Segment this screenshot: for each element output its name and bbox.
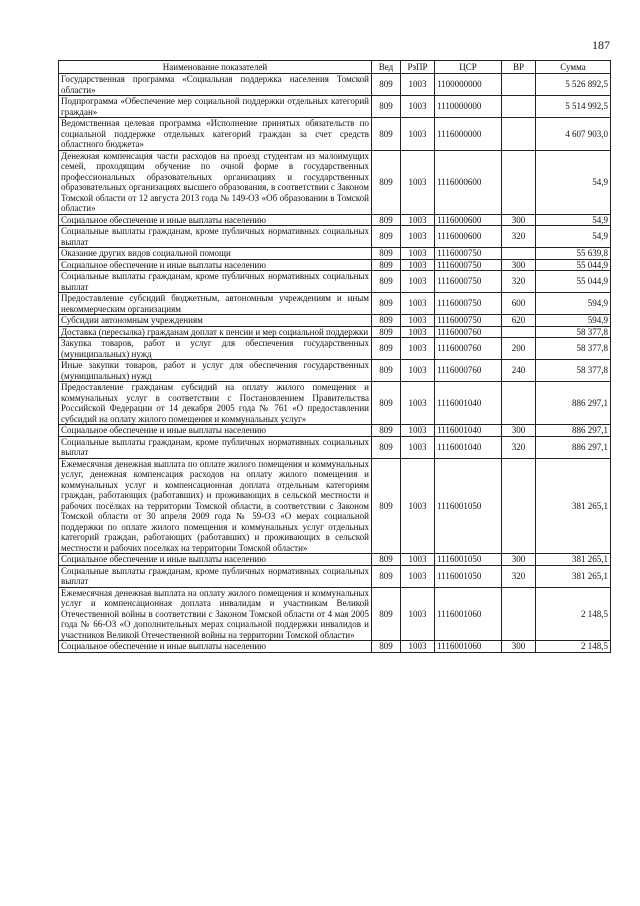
cell-rzpr: 1003 [401,248,435,260]
cell-rzpr: 1003 [401,74,435,96]
cell-sum: 5 514 992,5 [536,96,611,118]
table-body [59,74,611,653]
cell-ved: 809 [372,554,401,566]
cell-name: Социальное обеспечение и иные выплаты населению [59,214,372,226]
cell-ved: 809 [372,587,401,641]
cell-rzpr: 1003 [401,226,435,248]
cell-name: Закупка товаров, работ и услуг для обеспечения государственных (муниципальных) нужд [59,338,372,360]
cell-rzpr: 1003 [401,641,435,653]
cell-csr: 1116001050 [435,458,502,554]
cell-csr: 1116001050 [435,565,502,587]
cell-csr: 1116000760 [435,360,502,382]
cell-sum: 58 377,8 [536,338,611,360]
cell-rzpr: 1003 [401,338,435,360]
cell-csr: 1116001050 [435,554,502,566]
cell-sum: 55 044,9 [536,271,611,293]
cell-sum: 886 297,1 [536,382,611,425]
cell-sum: 54,9 [536,214,611,226]
budget-table [58,60,611,653]
table-row [59,226,611,248]
cell-vr: 300 [502,425,536,437]
cell-ved: 809 [372,565,401,587]
cell-csr: 1100000000 [435,74,502,96]
cell-name: Социальное обеспечение и иные выплаты населению [59,425,372,437]
cell-vr: 300 [502,641,536,653]
cell-sum: 594,9 [536,315,611,327]
cell-name: Социальные выплаты гражданам, кроме публичных нормативных социальных выплат [59,226,372,248]
cell-csr: 1116000750 [435,315,502,327]
cell-rzpr: 1003 [401,458,435,554]
cell-csr: 1116000750 [435,248,502,260]
cell-vr [502,382,536,425]
table-row [59,74,611,96]
cell-ved: 809 [372,338,401,360]
cell-rzpr: 1003 [401,382,435,425]
table-row [59,565,611,587]
table-row [59,96,611,118]
cell-vr [502,248,536,260]
cell-rzpr: 1003 [401,118,435,151]
header-name: Наименование показателей [59,61,372,74]
cell-ved: 809 [372,326,401,338]
cell-ved: 809 [372,271,401,293]
cell-ved: 809 [372,118,401,151]
cell-name: Социальные выплаты гражданам, кроме публичных нормативных социальных выплат [59,565,372,587]
cell-ved: 809 [372,226,401,248]
cell-name: Социальные выплаты гражданам, кроме публичных нормативных социальных выплат [59,436,372,458]
cell-sum: 5 526 892,5 [536,74,611,96]
cell-rzpr: 1003 [401,259,435,271]
cell-ved: 809 [372,259,401,271]
table-row [59,587,611,641]
cell-csr: 1116000600 [435,214,502,226]
cell-sum: 381 265,1 [536,458,611,554]
cell-vr: 600 [502,293,536,315]
cell-csr: 1110000000 [435,96,502,118]
cell-vr: 320 [502,271,536,293]
cell-name: Предоставление гражданам субсидий на оплату жилого помещения и коммунальных услуг в соответствии с Постановлением Правительства Российской Федерации от 14 декабря 2005 года № 761 «О предоставлении субсидий на оплату жилого помещения и коммунальных услуг» [59,382,372,425]
cell-rzpr: 1003 [401,96,435,118]
cell-name: Субсидии автономным учреждениям [59,315,372,327]
cell-sum: 2 148,5 [536,641,611,653]
cell-rzpr: 1003 [401,425,435,437]
cell-name: Ежемесячная денежная выплата по оплате жилого помещения и коммунальных услуг, денежная компенсация расходов на оплату жилого помещения и коммунальных услуг и компенсационная доплата отдельным категориям граждан, работающих (работавших) и проживающих в сельской местности и рабочих посёлках на территории Томской области, в соответствии с Законом Томской области от 30 апреля 2009 года № 59-ОЗ «О мерах социальной поддержки по оплате жилого помещения и коммунальных услуг отдельных категорий граждан, работающих (работавших) и проживающих в сельской местности и рабочих поселках на территории Томской области» [59,458,372,554]
cell-csr: 1116001060 [435,587,502,641]
table-row [59,554,611,566]
header-sum: Сумма [536,61,611,74]
cell-vr [502,118,536,151]
cell-csr: 1116000760 [435,326,502,338]
table-row [59,338,611,360]
cell-rzpr: 1003 [401,554,435,566]
cell-sum: 381 265,1 [536,565,611,587]
cell-sum: 58 377,8 [536,360,611,382]
cell-sum: 55 044,9 [536,259,611,271]
cell-sum: 54,9 [536,150,611,214]
cell-name: Государственная программа «Социальная поддержка населения Томской области» [59,74,372,96]
page-number: 187 [592,38,610,52]
cell-sum: 886 297,1 [536,436,611,458]
cell-ved: 809 [372,150,401,214]
cell-rzpr: 1003 [401,565,435,587]
cell-csr: 1116001040 [435,425,502,437]
cell-rzpr: 1003 [401,587,435,641]
cell-sum: 886 297,1 [536,425,611,437]
cell-vr [502,458,536,554]
cell-vr [502,326,536,338]
cell-vr: 200 [502,338,536,360]
cell-csr: 1116001060 [435,641,502,653]
cell-csr: 1116000750 [435,293,502,315]
cell-ved: 809 [372,74,401,96]
header-rzpr: РзПР [401,61,435,74]
cell-ved: 809 [372,436,401,458]
cell-name: Социальное обеспечение и иные выплаты населению [59,641,372,653]
cell-csr: 1116000750 [435,271,502,293]
cell-sum: 58 377,8 [536,326,611,338]
table-header-row [59,61,611,74]
cell-rzpr: 1003 [401,315,435,327]
table-row [59,214,611,226]
cell-vr: 320 [502,226,536,248]
cell-vr: 620 [502,315,536,327]
cell-name: Подпрограмма «Обеспечение мер социальной поддержки отдельных категорий граждан» [59,96,372,118]
table-row [59,118,611,151]
cell-name: Социальные выплаты гражданам, кроме публичных нормативных социальных выплат [59,271,372,293]
cell-vr: 320 [502,565,536,587]
cell-csr: 1116000760 [435,338,502,360]
cell-csr: 1116001040 [435,436,502,458]
table-row [59,436,611,458]
cell-rzpr: 1003 [401,293,435,315]
cell-ved: 809 [372,382,401,425]
cell-rzpr: 1003 [401,214,435,226]
cell-sum: 54,9 [536,226,611,248]
cell-csr: 1116000600 [435,150,502,214]
table-row [59,458,611,554]
table-row [59,150,611,214]
cell-ved: 809 [372,293,401,315]
cell-vr [502,96,536,118]
cell-sum: 2 148,5 [536,587,611,641]
table-row [59,293,611,315]
cell-rzpr: 1003 [401,271,435,293]
cell-vr [502,150,536,214]
cell-vr [502,587,536,641]
cell-rzpr: 1003 [401,150,435,214]
table-row [59,641,611,653]
cell-sum: 594,9 [536,293,611,315]
cell-ved: 809 [372,425,401,437]
table-row [59,271,611,293]
cell-name: Иные закупки товаров, работ и услуг для обеспечения государственных (муниципальных) нужд [59,360,372,382]
header-vr: ВР [502,61,536,74]
table-row [59,382,611,425]
cell-name: Ежемесячная денежная выплата на оплату жилого помещения и коммунальных услуг и компенсационная доплата инвалидам и участникам Великой Отечественной войны в соответствии с Законом Томской области от 4 мая 2005 года № 66-ОЗ «О дополнительных мерах социальной поддержки инвалидов и участников Великой Отечественной войны на территории Томской области» [59,587,372,641]
cell-ved: 809 [372,458,401,554]
cell-vr: 300 [502,214,536,226]
cell-csr: 1116000600 [435,226,502,248]
cell-name: Социальное обеспечение и иные выплаты населению [59,554,372,566]
table-row [59,248,611,260]
cell-rzpr: 1003 [401,436,435,458]
table-row [59,360,611,382]
cell-name: Социальное обеспечение и иные выплаты населению [59,259,372,271]
table-row [59,259,611,271]
cell-vr: 320 [502,436,536,458]
cell-csr: 1116000000 [435,118,502,151]
cell-rzpr: 1003 [401,326,435,338]
table-row [59,326,611,338]
cell-ved: 809 [372,641,401,653]
cell-name: Предоставление субсидий бюджетным, автономным учреждениям и иным некоммерческим организациям [59,293,372,315]
cell-vr [502,74,536,96]
cell-csr: 1116000750 [435,259,502,271]
cell-vr: 300 [502,554,536,566]
cell-sum: 381 265,1 [536,554,611,566]
table-row [59,425,611,437]
table-row [59,315,611,327]
header-ved: Вед [372,61,401,74]
cell-name: Ведомственная целевая программа «Исполнение принятых обязательств по социальной поддержке отдельных категорий граждан за счет средств областного бюджета» [59,118,372,151]
cell-rzpr: 1003 [401,360,435,382]
cell-ved: 809 [372,315,401,327]
cell-vr: 240 [502,360,536,382]
cell-ved: 809 [372,248,401,260]
cell-sum: 55 639,8 [536,248,611,260]
cell-csr: 1116001040 [435,382,502,425]
cell-name: Доставка (пересылка) гражданам доплат к пенсии и мер социальной поддержки [59,326,372,338]
header-csr: ЦСР [435,61,502,74]
cell-ved: 809 [372,360,401,382]
cell-vr: 300 [502,259,536,271]
cell-name: Оказание других видов социальной помощи [59,248,372,260]
cell-ved: 809 [372,96,401,118]
cell-sum: 4 607 903,0 [536,118,611,151]
cell-name: Денежная компенсация части расходов на проезд студентам из малоимущих семей, проходящим обучение по очной форме в государственных профессиональных образовательных организациях и государственных образовательных организациях высшего образования, в соответствии с Законом Томской области от 12 августа 2013 года № 149-ОЗ «Об образовании в Томской области» [59,150,372,214]
cell-ved: 809 [372,214,401,226]
